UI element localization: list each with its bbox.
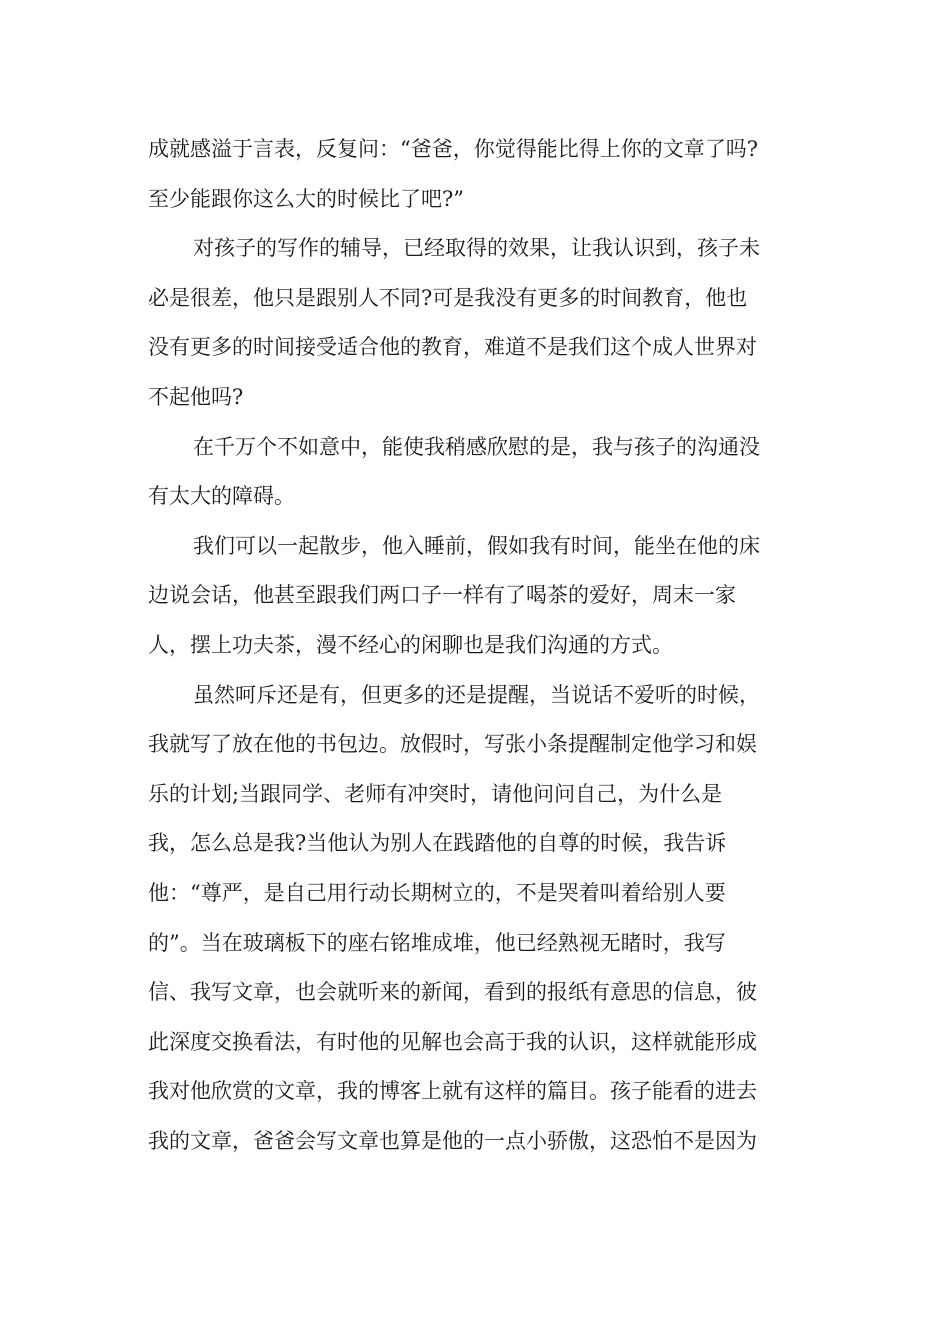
body-text	[148, 125, 808, 1166]
text-line: 必是很差，他只是跟别人不同?可是我没有更多的时间教育，他也	[148, 285, 748, 310]
text-line: 的”。当在玻璃板下的座右铭堆成堆，他已经熟视无睹时，我写	[148, 930, 726, 955]
text-line: 不起他吗?	[148, 384, 244, 409]
text-line: 此深度交换看法，有时他的见解也会高于我的认识，这样就能形成	[148, 1029, 757, 1054]
text-line: 我们可以一起散步，他入睡前，假如我有时间，能坐在他的床	[193, 533, 760, 558]
text-line: 人，摆上功夫茶，漫不经心的闲聊也是我们沟通的方式。	[148, 632, 673, 657]
text-line: 我就写了放在他的书包边。放假时，写张小条提醒制定他学习和娱	[148, 732, 757, 757]
text-line: 在千万个不如意中，能使我稍感欣慰的是，我与孩子的沟通没	[193, 434, 760, 459]
text-line: 没有更多的时间接受适合他的教育，难道不是我们这个成人世界对	[148, 335, 757, 360]
text-line: 他：“尊严，是自己用行动长期树立的，不是哭着叫着给别人要	[148, 880, 726, 905]
text-line: 成就感溢于言表，反复问：“爸爸，你觉得能比得上你的文章了吗?	[148, 137, 758, 161]
text-line: 边说会话，他甚至跟我们两口子一样有了喝茶的爱好，周末一家	[148, 583, 736, 608]
text-line: 信、我写文章，也会就听来的新闻，看到的报纸有意思的信息，彼	[148, 980, 757, 1005]
text-line: 乐的计划;当跟同学、老师有冲突时，请他问问自己，为什么是	[148, 781, 723, 806]
text-line: 至少能跟你这么大的时候比了吧?”	[148, 186, 464, 211]
text-line: 对孩子的写作的辅导，已经取得的效果，让我认识到，孩子未	[193, 236, 760, 261]
text-line: 虽然呵斥还是有，但更多的还是提醒，当说话不爱听的时候，	[193, 682, 760, 707]
text-line: 我，怎么总是我?当他认为别人在践踏他的自尊的时候，我告诉	[148, 831, 727, 856]
text-line: 我的文章，爸爸会写文章也算是他的一点小骄傲，这恐怕不是因为	[148, 1128, 757, 1153]
text-line: 有太大的障碍。	[148, 484, 295, 509]
text-line: 我对他欣赏的文章，我的博客上就有这样的篇目。孩子能看的进去	[148, 1079, 757, 1104]
